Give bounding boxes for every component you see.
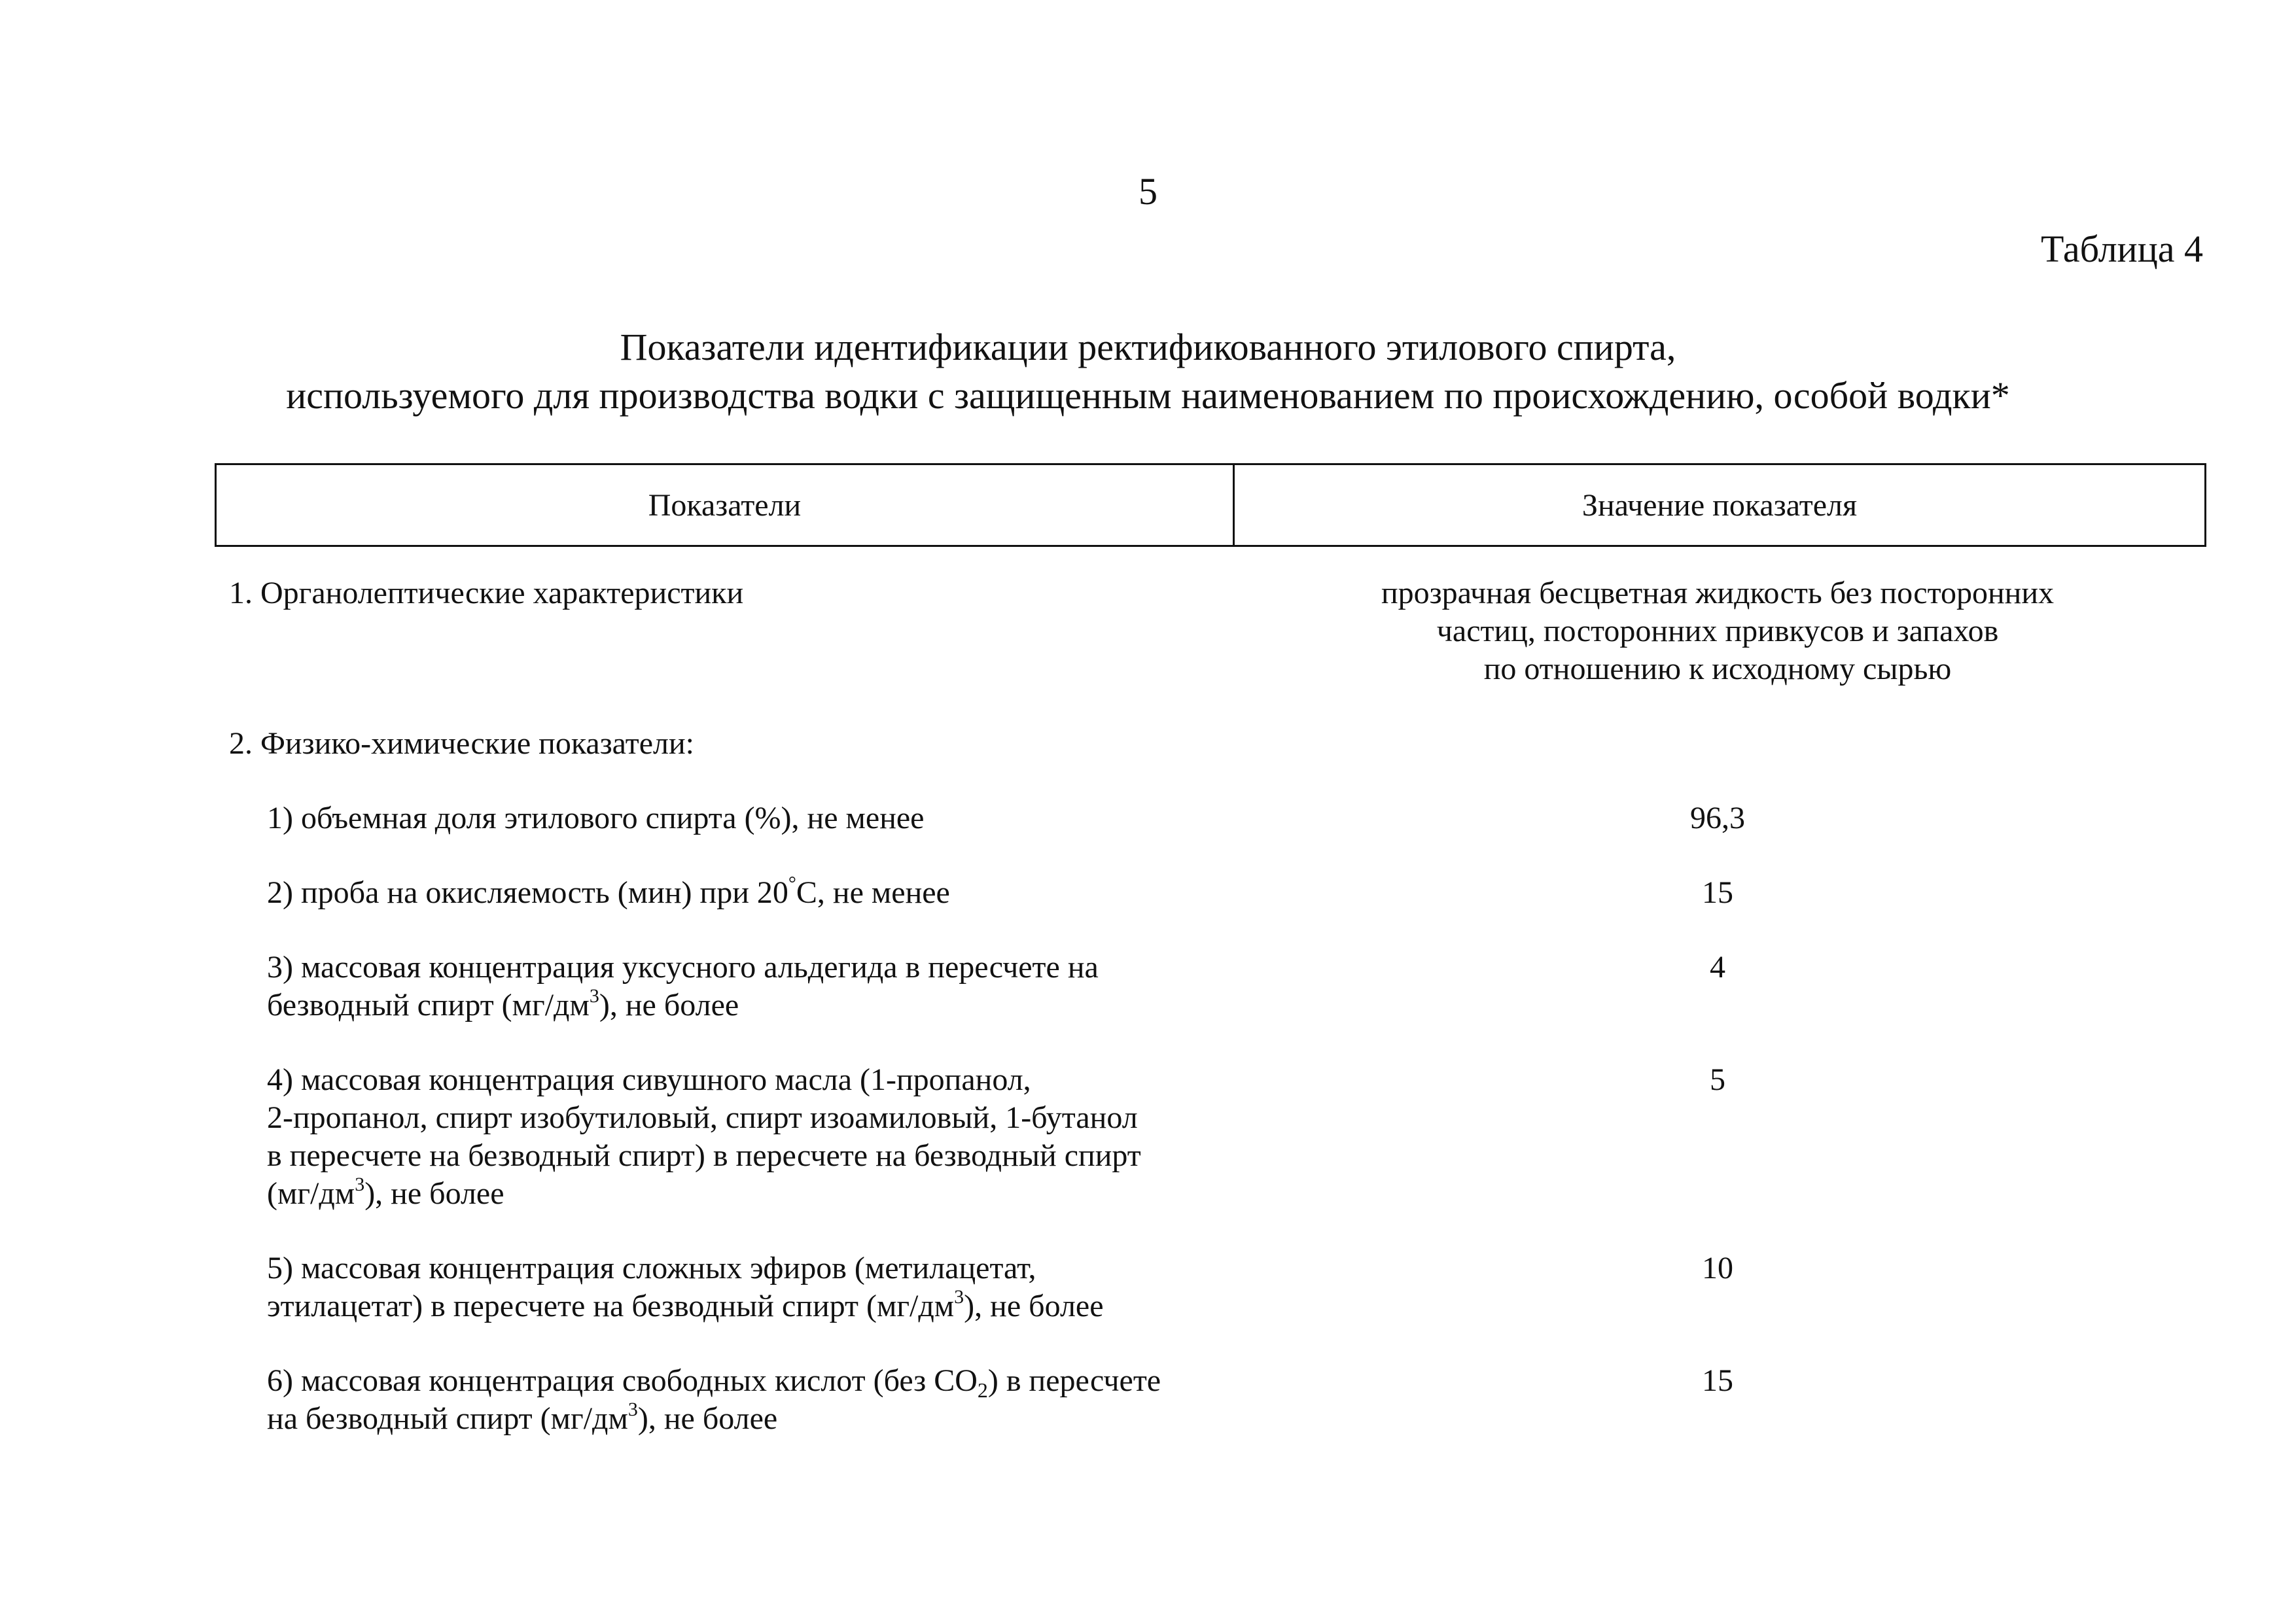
row-4-label-line-3: в пересчете на безводный спирт) в пересчете на безводный спирт: [267, 1138, 1141, 1173]
row-3-label-line-2-text: безводный спирт (мг/дм: [267, 988, 590, 1022]
row-6-label-line-2: [267, 1400, 777, 1438]
subscript-2: 2: [977, 1378, 988, 1402]
organoleptic-value-line-1: прозрачная бесцветная жидкость без посторонних: [1381, 576, 2054, 610]
row-3-label-line-2-tail: ), не более: [599, 988, 739, 1022]
row-3-value: 4: [1710, 950, 1725, 985]
row-5-label-line-1: 5) массовая концентрация сложных эфиров (метилацетат,: [267, 1251, 1036, 1285]
row-2-label-unit: C, не менее: [796, 875, 950, 910]
row-4-value: 5: [1710, 1062, 1725, 1097]
row-3-label-line-2: [267, 986, 739, 1024]
superscript-3: 3: [589, 985, 599, 1007]
organoleptic-value-line-3: по отношению к исходному сырью: [1483, 652, 1952, 686]
row-2-label: [267, 874, 950, 912]
row-4-label-line-4-text: (мг/дм: [267, 1176, 355, 1211]
table-header: [215, 463, 2206, 547]
row-2-value: 15: [1702, 875, 1733, 910]
row-5-label-line-2-text: этилацетат) в пересчете на безводный спирт (мг/дм: [267, 1289, 955, 1323]
table-label: Таблица 4: [2040, 228, 2203, 270]
page-number: 5: [1139, 170, 1157, 213]
row-5-label-line-2-tail: ), не более: [964, 1289, 1104, 1323]
superscript-3: 3: [627, 1399, 638, 1420]
row-4-label-line-2: 2-пропанол, спирт изобутиловый, спирт изоамиловый, 1-бутанол: [267, 1100, 1138, 1135]
superscript-3: 3: [954, 1286, 964, 1308]
physchem-label: 2. Физико-химические показатели:: [229, 726, 694, 761]
superscript-3: 3: [355, 1174, 365, 1195]
row-1-value: 96,3: [1690, 801, 1745, 835]
row-6-label-line-1: [267, 1362, 1161, 1400]
table-title-line-1: Показатели идентификации ректификованного этилового спирта,: [620, 326, 1676, 368]
row-2-label-text: 2) проба на окисляемость (мин) при 20: [267, 875, 788, 910]
row-6-label-line-1-tail: ) в пересчете: [987, 1363, 1161, 1398]
row-6-label-line-1-text: 6) массовая концентрация свободных кислот (без CO: [267, 1363, 978, 1398]
header-indicators: Показатели: [648, 487, 802, 523]
row-4-label-line-4-tail: ), не более: [364, 1176, 504, 1211]
row-5-label-line-2: [267, 1287, 1104, 1325]
organoleptic-label: 1. Органолептические характеристики: [229, 576, 744, 610]
row-6-label-line-2-tail: ), не более: [637, 1401, 778, 1436]
header-value: Значение показателя: [1581, 487, 1858, 523]
table-title-line-2: используемого для производства водки с защищенным наименованием по происхождению, особой водки*: [286, 374, 2010, 417]
row-3-label-line-1: 3) массовая концентрация уксусного альдегида в пересчете на: [267, 950, 1099, 985]
organoleptic-value-line-2: частиц, посторонних привкусов и запахов: [1436, 614, 1999, 648]
row-4-label-line-1: 4) массовая концентрация сивушного масла (1-пропанол,: [267, 1062, 1031, 1097]
row-5-value: 10: [1702, 1251, 1733, 1285]
row-4-label-line-4: [267, 1175, 504, 1213]
row-6-value: 15: [1702, 1363, 1733, 1398]
row-6-label-line-2-text: на безводный спирт (мг/дм: [267, 1401, 628, 1436]
row-1-label: 1) объемная доля этилового спирта (%), не менее: [267, 801, 925, 835]
degree-mark: °: [788, 873, 796, 894]
